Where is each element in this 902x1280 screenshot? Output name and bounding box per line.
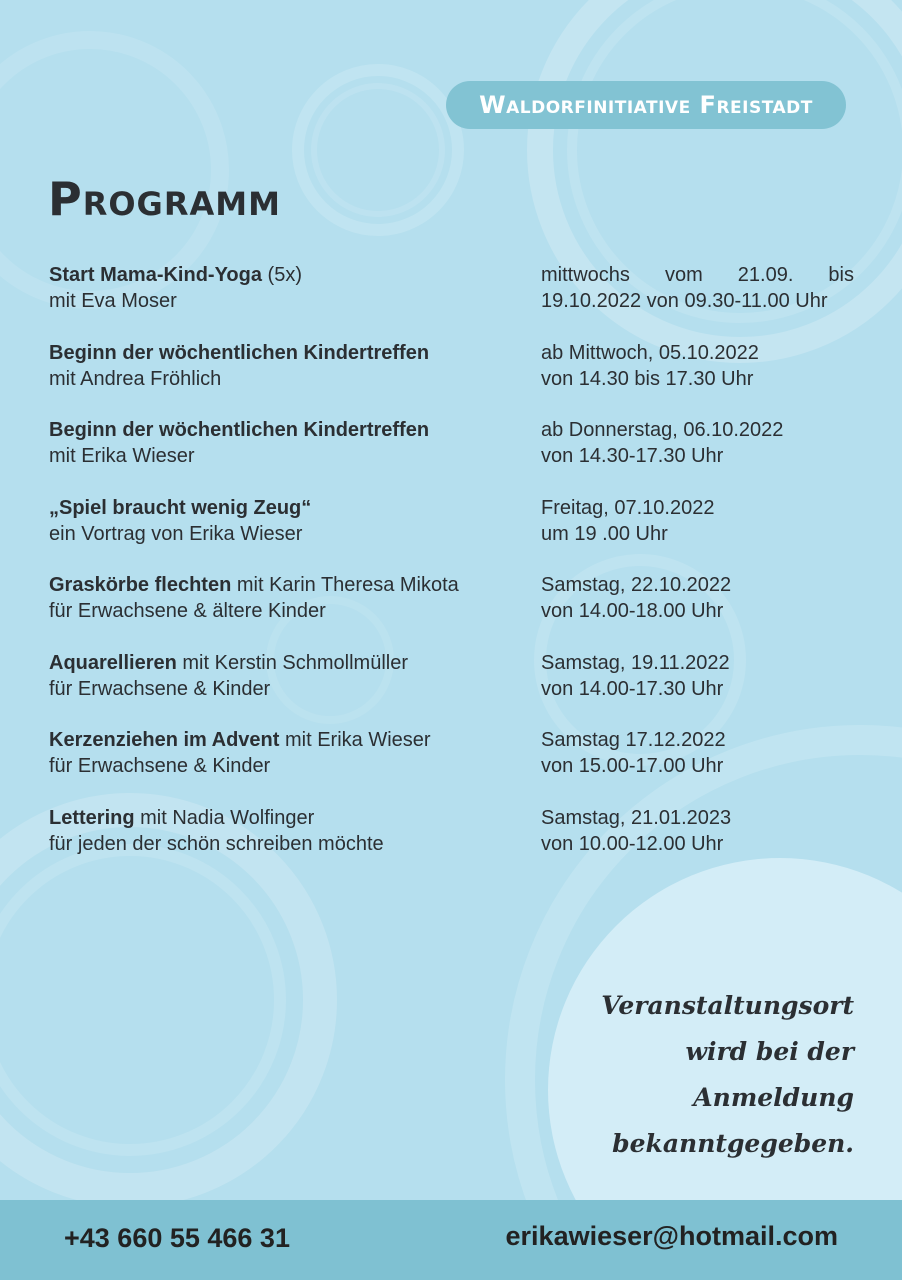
event-subtitle: für jeden der schön schreiben möchte xyxy=(49,832,384,855)
event-date xyxy=(541,340,854,418)
event-name: Beginn der wöchentlichen Kindertreffen xyxy=(49,419,430,441)
venue-note-line: Anmeldung xyxy=(693,1083,854,1112)
event-info xyxy=(49,417,541,495)
event-date-line1: Samstag, 22.10.2022 xyxy=(541,574,732,596)
event-date-line1: Freitag, 07.10.2022 xyxy=(541,496,715,519)
event-title xyxy=(49,805,541,831)
event-item xyxy=(49,572,854,650)
event-name: Graskörbe flechten xyxy=(49,574,232,596)
venue-note-line: Veranstaltungsort xyxy=(601,991,854,1020)
event-date xyxy=(541,417,854,495)
event-title xyxy=(49,650,541,676)
event-date-line1: ab Mittwoch, 05.10.2022 xyxy=(541,341,759,364)
event-date-line2: von 10.00-12.00 Uhr xyxy=(541,832,724,855)
event-name: „Spiel braucht wenig Zeug“ xyxy=(49,496,312,519)
event-info xyxy=(49,805,541,883)
event-date-line2: von 15.00-17.00 Uhr xyxy=(541,755,724,777)
event-info xyxy=(49,340,541,418)
event-subtitle: für Erwachsene & Kinder xyxy=(49,677,271,700)
event-item xyxy=(49,727,854,805)
page-title: Programm xyxy=(48,172,281,226)
event-info xyxy=(49,572,541,650)
event-name-suffix: mit Karin Theresa Mikota xyxy=(231,574,459,596)
event-item xyxy=(49,262,854,340)
event-name-suffix: mit Erika Wieser xyxy=(279,729,431,751)
event-date xyxy=(541,495,854,573)
event-item xyxy=(49,495,854,573)
event-subtitle: ein Vortrag von Erika Wieser xyxy=(49,522,303,545)
event-title xyxy=(49,262,541,288)
event-title xyxy=(49,495,541,521)
event-name: Lettering xyxy=(49,806,135,829)
email-address: erikawieser@hotmail.com xyxy=(505,1221,838,1251)
event-item xyxy=(49,340,854,418)
event-subtitle: mit Andrea Fröhlich xyxy=(49,367,222,390)
phone-number: +43 660 55 466 31 xyxy=(64,1223,290,1253)
event-name-suffix: (5x) xyxy=(261,264,302,286)
venue-note xyxy=(594,983,854,1167)
event-name: Kerzenziehen im Advent xyxy=(49,729,280,751)
event-date-line2: von 14.00-17.30 Uhr xyxy=(541,677,724,700)
event-name: Beginn der wöchentlichen Kindertreffen xyxy=(49,341,430,364)
event-date-line1: mittwochs vom 21.09. bis xyxy=(541,264,854,286)
event-date-line2: von 14.30 bis 17.30 Uhr xyxy=(541,367,754,390)
organization-badge: Waldorfinitiative Freistadt xyxy=(446,81,846,129)
event-date-line1: Samstag 17.12.2022 xyxy=(541,729,726,751)
event-date-line1: ab Donnerstag, 06.10.2022 xyxy=(541,419,784,441)
event-info xyxy=(49,727,541,805)
event-date-line2: von 14.00-18.00 Uhr xyxy=(541,600,724,622)
event-title xyxy=(49,340,541,366)
event-date-line2: von 14.30-17.30 Uhr xyxy=(541,445,724,467)
event-subtitle: für Erwachsene & Kinder xyxy=(49,755,271,777)
event-item xyxy=(49,650,854,728)
event-info xyxy=(49,495,541,573)
event-date xyxy=(541,572,854,650)
event-date-line2: 19.10.2022 von 09.30-11.00 Uhr xyxy=(541,290,828,312)
event-info xyxy=(49,650,541,728)
event-item xyxy=(49,805,854,883)
event-name: Aquarellieren xyxy=(49,651,177,674)
event-title xyxy=(49,572,541,598)
event-subtitle: für Erwachsene & ältere Kinder xyxy=(49,600,326,622)
event-date xyxy=(541,727,854,805)
event-info xyxy=(49,262,541,340)
event-date-line1: Samstag, 19.11.2022 xyxy=(541,651,730,674)
event-list xyxy=(49,262,854,882)
event-date xyxy=(541,262,854,340)
event-date xyxy=(541,650,854,728)
event-date-line1: Samstag, 21.01.2023 xyxy=(541,806,732,829)
event-date-line2: um 19 .00 Uhr xyxy=(541,522,668,545)
venue-note-line: wird bei der xyxy=(685,1037,854,1066)
event-subtitle: mit Eva Moser xyxy=(49,290,177,312)
event-date xyxy=(541,805,854,883)
event-subtitle: mit Erika Wieser xyxy=(49,445,195,467)
event-name: Start Mama-Kind-Yoga xyxy=(49,264,262,286)
event-title xyxy=(49,417,541,443)
event-title xyxy=(49,727,541,753)
event-name-suffix: mit Kerstin Schmollmüller xyxy=(176,651,408,674)
event-name-suffix: mit Nadia Wolfinger xyxy=(134,806,315,829)
venue-note-line: bekanntgegeben. xyxy=(612,1129,854,1158)
event-item xyxy=(49,417,854,495)
